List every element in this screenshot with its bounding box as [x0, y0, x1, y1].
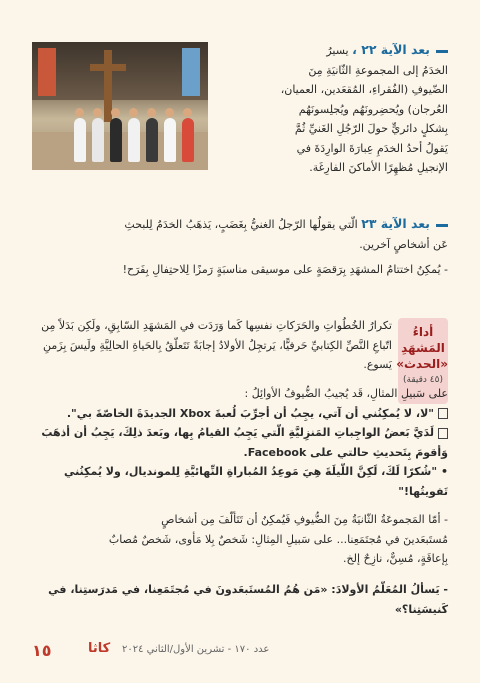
example-intro: على سَبيلِ المثالِ، قَد يُجيبُ الضُّيوفُ الأوائِلُ : [244, 387, 448, 400]
examples-block: على سَبيلِ المثالِ، قَد يُجيبُ الضُّيوفُ الأوائِلُ : "لا، لا يُمكِنُني أن آتي، يجِبُ أن أجرِّبَ لُعبةَ Xbox الجديدَةَ الخاصّةَ بي". لَدَيَّ بَعضُ الواجِباتِ المَنزِليَّةِ الّتي يَجِبُ القيامُ بِها، وبَعدَ ذلِكَ، يَجِبُ أن أذهَبَ وَأقومَ بِتَحديثِ حالتي على Facebook. • "شُكرًا لَكَ، لَكِنَّ اللّيلَةَ هِيَ مَوعِدُ المُباراةِ النِّهائيَّةِ لِلمونديال، ولا يُمكِنُني تَفويتُها!" [32, 384, 448, 501]
section1-line: الإنجيلِ مُظهِرًا الأماكنَ الفارِغَة. [309, 161, 448, 174]
page-footer [32, 641, 448, 663]
question-line: - يَسألُ المُعَلّمُ الأولادَ: «مَن هُمُ المُستَبعَدونَ في مُجتَمَعِنا، في مَدرَستِنا، في [48, 583, 448, 596]
section1-line: يَقولُ أحدُ الخدَمِ عِبارَةَ الوارِدَةَ في [296, 141, 448, 155]
issue-info: عدد ١٧٠ - تشرين الأول/الثاني ٢٠٢٤ [122, 644, 270, 655]
section2-text [32, 214, 448, 280]
tag-line: أداءُ [412, 325, 434, 339]
section2-heading: بعد الآية ٢٣ [361, 216, 430, 231]
answer-line: "شُكرًا لَكَ، لَكِنَّ اللّيلَةَ هِيَ مَوعِدُ المُباراةِ النِّهائيَّةِ لِلمونديال، ولا يُمكِنُني [63, 465, 438, 478]
page-number: ١٥ [32, 641, 52, 660]
answer-line: "لا، لا يُمكِنُني أن آتي، يجِبُ أن أجرِّبَ لُعبةَ Xbox الجديدَةَ الخاصّةَ بي". [66, 406, 434, 420]
group2-line: - أمّا المَجموعَةُ الثّانيَةُ مِنَ الضُّيوفِ فَيُمكِنُ أن تَتَألّفَ مِن أشخاصٍ [161, 513, 448, 526]
checkbox-icon [438, 408, 448, 419]
tag-line: «الحدث» [396, 357, 448, 371]
paragraph-line: تكرارُ الخُطُواتِ والحَرَكاتِ نفسِها كَما وَرَدَت في المَشهَدِ السّابِقِ، ولَكِن بَدَلاً مِن [41, 319, 392, 332]
answer-line: تَفويتُها!" [398, 484, 448, 498]
section1-line: العُرجان) ويُحضِرونَهُم ويُجلِسونَهُم [298, 102, 448, 116]
group2-line: بِإعاقَةٍ، مُسِنٌّ، نازِحٌ إلخ. [343, 552, 448, 565]
intro-paragraph [32, 316, 392, 375]
answer-line: لَدَيَّ بَعضُ الواجِباتِ المَنزِليَّةِ الّتي يَجِبُ القيامُ بِها، وبَعدَ ذلِكَ، يَجِبُ أن أذهَبَ [41, 426, 434, 439]
section1-line: بِشكلٍ دائريٍّ حولَ الرّجُلِ الغَنيِّ ثُمَّ [294, 122, 448, 135]
paragraph-line: يَسوع. [363, 358, 392, 371]
group2-line: مُستَبعَدينَ في مُجتَمَعِنا... على سَبيلِ المِثالِ: شَخصٌ بِلا مَأوى، شَخصٌ مُصابٌ [108, 532, 448, 546]
section2-line: الّتي يقولُها الرّجلُ الغنيُّ بِغَضَبٍ، يَذهَبُ الخدَمُ لِلبحثِ [124, 218, 358, 231]
section1-line: الخدَمُ إلى المجموعةِ الثّانيَةِ مِنَ [308, 63, 448, 77]
tag-line: المَشهَدِ [401, 341, 445, 355]
section1-heading: بعد الآية ٢٢ ، [352, 42, 430, 57]
question-block [32, 580, 448, 619]
bullet-celebration: - يُمكِنُ اختتامُ المشهَدِ بِرَقصَةٍ على موسيقى مناسبَةٍ رَمزًا لِلاحتِفالِ بِفَرَح! [122, 263, 448, 276]
answer-line: وَأقومَ بِتَحديثِ حالتي على Facebook. [243, 445, 448, 459]
section1-line: الضّيوفِ (الفُقراءِ، المُقعَدين، العميان، [280, 83, 448, 96]
question-line: كَنيسَتِنا؟» [394, 602, 448, 616]
magazine-logo: كاثا [88, 641, 111, 656]
group2-block [32, 510, 448, 569]
section2-line: عَن أشخاصٍ آخرين. [359, 237, 448, 251]
checkbox-icon [438, 428, 448, 439]
church-scene-photo [32, 42, 208, 170]
section1-text [240, 40, 448, 178]
section1-line: يسيرُ [326, 44, 349, 57]
paragraph-line: اتّباعِ النَّصِّ الكِتابيِّ حَرفيًّا، يَرتجِلُ الأولادُ إجابَةً تَتَعلّقُ بِالحَياةِ الحالِيَّةِ ولَيسَ بِزَمنِ [43, 338, 392, 352]
tag-duration: (٤٥ دقيقة) [403, 375, 443, 385]
